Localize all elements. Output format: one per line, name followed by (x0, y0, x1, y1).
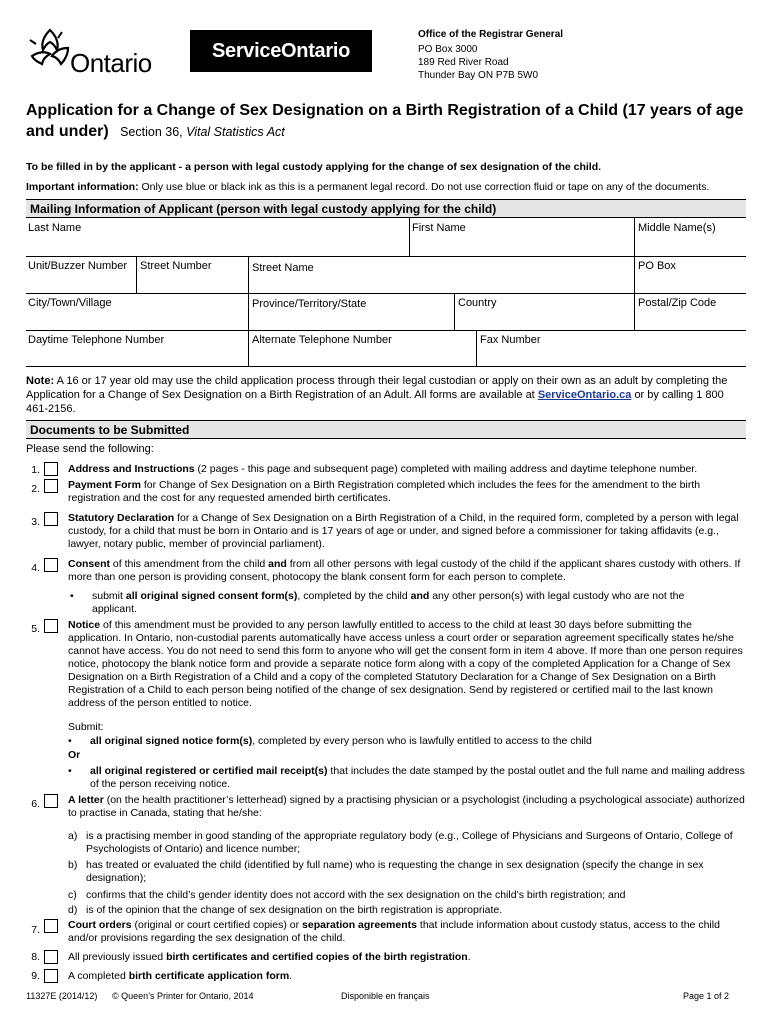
city-label: City/Town/Village (28, 297, 112, 309)
item-8-post: . (467, 951, 471, 963)
item-3-checkbox[interactable] (44, 512, 58, 526)
title-main: Application for a Change of Sex Designation on a Birth Registration of a Child (17 years of age and under) (26, 102, 744, 140)
note-text-end: or by calling 1 800 461-2156. (26, 389, 724, 415)
province-label: Province/Territory/State (252, 298, 367, 310)
copyright: © Queen’s Printer for Ontario, 2014 (112, 991, 254, 1001)
unit-field[interactable] (26, 257, 136, 293)
office-title: Office of the Registrar General (418, 29, 564, 40)
item-4-sub-post: any other person(s) with legal custody who are not the applicant. (92, 590, 685, 615)
item-number: 9. (31, 970, 40, 982)
street-number-field[interactable] (137, 257, 248, 293)
item-8-pre: All previously issued (68, 951, 164, 963)
item-6-sub-d: is of the opinion that the change of sex designation on the birth registration is appropriate. (86, 904, 503, 916)
first-name-field[interactable] (410, 218, 634, 256)
sub-label: c) (68, 889, 77, 901)
item-2-checkbox[interactable] (44, 479, 58, 493)
page-number: Page 1 of 2 (683, 991, 730, 1001)
item-8-checkbox[interactable] (44, 950, 58, 964)
unit-label: Unit/Buzzer Number (28, 260, 128, 272)
item-number: 5. (31, 623, 40, 635)
item-5-b2-bold: all original registered or certified mail receipt(s) (90, 765, 328, 777)
item-9-checkbox[interactable] (44, 969, 58, 983)
po-box-field[interactable] (635, 257, 746, 293)
item-4-sub-mid: , completed by the child (297, 590, 408, 602)
country-label: Country (458, 297, 497, 309)
item-5-title: Notice (68, 619, 101, 631)
fax-field[interactable] (477, 331, 746, 366)
item-9-post: . (289, 970, 293, 982)
item-1-checkbox[interactable] (44, 462, 58, 476)
item-6-text: (on the health practitioner’s letterhead) signed by a practising physician or a psychologist (including a psychological associate) authorized to practise in Canada, stating that he/she: (68, 794, 745, 819)
item-7-checkbox[interactable] (44, 919, 58, 933)
address-line: Thunder Bay ON P7B 5W0 (418, 70, 539, 81)
item-5-b1-text: , completed by every person who is lawfully entitled to access to the child (252, 735, 592, 747)
alt-phone-label: Alternate Telephone Number (252, 334, 392, 346)
item-4-text: of this amendment from the child (112, 558, 266, 570)
item-5-submit: Submit: (68, 721, 104, 733)
item-7-title: Court orders (68, 919, 132, 931)
form-number: 11327E (2014/12) (26, 991, 98, 1001)
item-2-text: for Change of Sex Designation on a Birth Registration completed which includes the fees for the amendment to the birth registration and the cost for any requested amended birth certificates. (68, 479, 701, 504)
item-9-bold: birth certificate application form (128, 970, 290, 982)
item-1-title: Address and Instructions (68, 463, 195, 475)
item-number: 8. (31, 951, 40, 963)
first-name-label: First Name (412, 222, 466, 234)
item-6-sub-a: is a practising member in good standing of the appropriate regulatory body (e.g., College of Physicians and Surgeons of Ontario, College of Psychologists of Ontario) and licence number; (86, 830, 733, 855)
item-4-sub-and: and (410, 590, 430, 602)
item-2-title: Payment Form (68, 479, 141, 491)
street-name-field[interactable] (249, 257, 634, 293)
note-text: A 16 or 17 year old may use the child application process through their legal custodian or apply on their own as an adult by completing the Application for a Change of Sex Designation on a Birth Registration of an Adult. All forms are available at (26, 375, 728, 401)
serviceontario-logo: ServiceOntario (190, 30, 372, 72)
last-name-field[interactable] (26, 218, 409, 256)
item-5-b2-text: that includes the date stamped by the postal outlet and the full name and mailing address of the person receiving notice. (90, 765, 745, 790)
important-text: Only use blue or black ink as this is a permanent legal record. Do not use correction fluid or tape on any of the documents. (141, 181, 710, 193)
item-4-sub-bold: all original signed consent form(s) (125, 590, 298, 602)
middle-names-field[interactable] (635, 218, 746, 256)
mailing-heading: Mailing Information of Applicant (person with legal custody applying for the child) (26, 199, 746, 218)
serviceontario-link[interactable]: ServiceOntario.ca (537, 389, 632, 401)
day-phone-field[interactable] (26, 331, 248, 366)
address-line: PO Box 3000 (418, 44, 478, 55)
item-number: 4. (31, 562, 40, 574)
item-number: 1. (31, 464, 40, 476)
ontario-logo (28, 26, 178, 76)
item-6-sub-b: has treated or evaluated the child (identified by full name) who is requesting the change in sex designation (specify the change in sex designation); (86, 859, 704, 884)
bullet: • (68, 735, 72, 747)
title-section: Section 36, (120, 125, 183, 139)
item-1-text: (2 pages - this page and subsequent page) completed with mailing address and daytime telephone number. (197, 463, 698, 475)
bullet: • (70, 590, 74, 602)
office-address (418, 28, 563, 82)
note-paragraph (26, 374, 746, 416)
page-title (26, 100, 746, 143)
item-4-sub-pre: submit (92, 590, 123, 602)
item-6-sub-c: confirms that the child’s gender identity does not accord with the sex designation on the child’s birth registration; and (86, 889, 626, 901)
item-4-text-b: from all other persons with legal custody of the child if the applicant shares custody with others. If more than one person is providing consent, photocopy the blank consent form for each person to complete. (68, 558, 741, 583)
city-field[interactable] (26, 294, 248, 330)
note-label: Note: (26, 375, 55, 387)
po-box-label: PO Box (638, 260, 676, 272)
item-8-bold: birth certificates and certified copies of the birth registration (166, 951, 468, 963)
postal-field[interactable] (635, 294, 746, 330)
trillium-icon (28, 26, 72, 72)
item-7-bold2: separation agreements (302, 919, 417, 931)
sub-label: d) (68, 904, 78, 916)
please-send: Please send the following: (26, 443, 154, 455)
last-name-label: Last Name (28, 222, 82, 234)
item-6-title: A letter (68, 794, 104, 806)
item-7-text-a: (original or court certified copies) or (134, 919, 300, 931)
item-number: 2. (31, 483, 40, 495)
address-line: 189 Red River Road (418, 57, 509, 68)
day-phone-label: Daytime Telephone Number (28, 334, 165, 346)
country-field[interactable] (455, 294, 634, 330)
item-5-or: Or (68, 749, 81, 761)
item-5-checkbox[interactable] (44, 619, 58, 633)
fax-label: Fax Number (480, 334, 541, 346)
item-4-checkbox[interactable] (44, 558, 58, 572)
middle-names-label: Middle Name(s) (638, 222, 716, 234)
ontario-wordmark: Ontario (70, 48, 152, 78)
sub-label: a) (68, 830, 78, 842)
item-4-and: and (268, 558, 287, 570)
bullet: • (68, 765, 72, 777)
fill-note: To be filled in by the applicant - a person with legal custody applying for the change of sex designation of the child. (26, 161, 602, 173)
mailing-grid (26, 218, 746, 367)
item-4-title: Consent (68, 558, 110, 570)
item-5-b1-bold: all original signed notice form(s) (90, 735, 253, 747)
documents-heading: Documents to be Submitted (26, 420, 746, 439)
item-9-pre: A completed (68, 970, 126, 982)
item-number: 7. (31, 924, 40, 936)
street-number-label: Street Number (140, 260, 212, 272)
item-7-text-b: that include information about custody status, access to the child and/or provisions regarding the sex designation of the child. (68, 919, 720, 944)
postal-label: Postal/Zip Code (638, 297, 717, 309)
item-number: 6. (31, 798, 40, 810)
important-info (26, 181, 756, 193)
item-6-checkbox[interactable] (44, 794, 58, 808)
item-3-title: Statutory Declaration (68, 512, 175, 524)
french-available: Disponible en français (341, 991, 430, 1001)
important-label: Important information: (26, 181, 139, 193)
item-number: 3. (31, 516, 40, 528)
sub-label: b) (68, 859, 78, 871)
alt-phone-field[interactable] (249, 331, 476, 366)
item-3-text: for a Change of Sex Designation on a Birth Registration of a Child, in the required form, completed by a person with legal custody, for a child that must be born in Ontario and is 17 years of age or under, and signed before a commissioner for taking affidavits (e.g., lawyer, notary public, member of provincial parliament). (68, 512, 739, 550)
item-5-text: of this amendment must be provided to any person lawfully entitled to access to the child at least 30 days before submitting the application. In Ontario, non-custodial parents automatically have access unless a court order or separation agreement specifically states he/she cannot have access. You do not need to send this form to anyone who will get the consent form in item 4 above. If more than one person requires notice, photocopy the blank notice form and provide a separate notice form along with a copy of the completed Application for a Change of Sex Designation on a Birth Registration of a Child and a copy of the completed Statutory Declaration for a Change of Sex Designation on a Birth Registration of a Child to each person being notified of the change of sex designation. Send by registered or certified mail to the last known address of the person entitled to notice. (68, 619, 743, 709)
province-field[interactable] (249, 294, 454, 330)
title-act: Vital Statistics Act (186, 125, 285, 139)
street-name-label: Street Name (252, 262, 314, 274)
